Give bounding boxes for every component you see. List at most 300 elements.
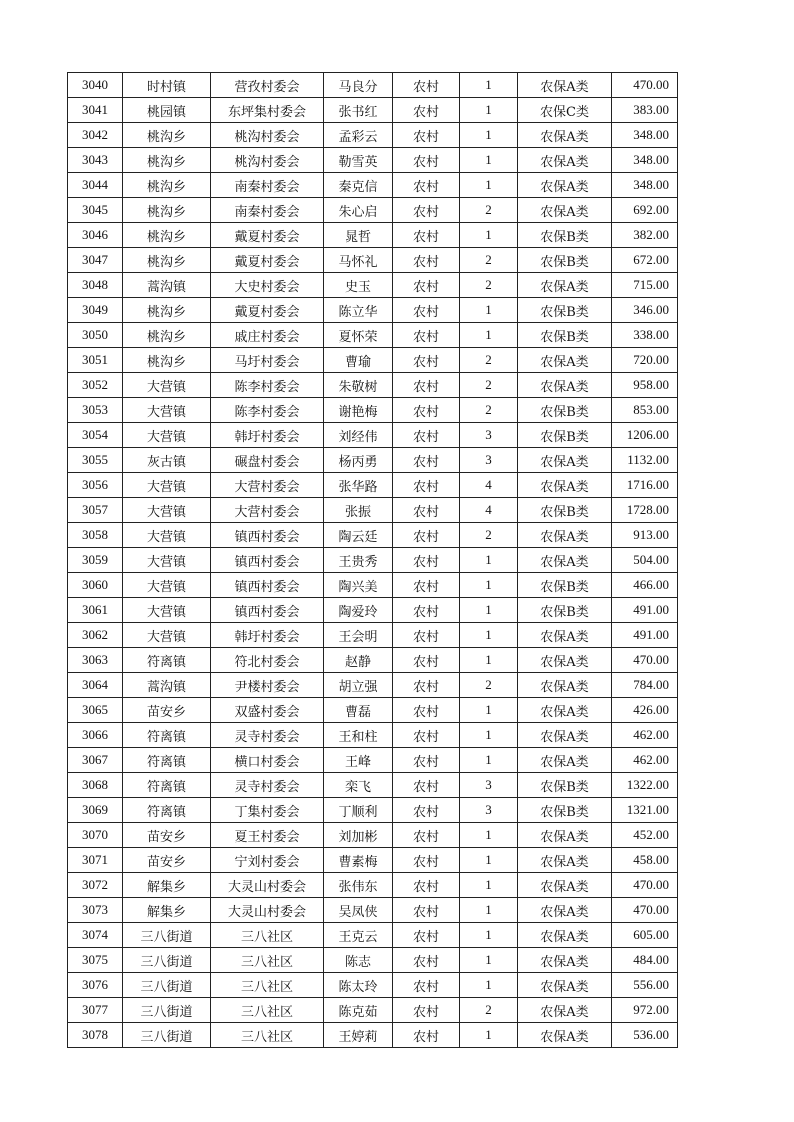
table-row [68,798,678,823]
township-cell: 大营镇 [123,398,211,423]
area-type-cell: 农村 [393,923,460,948]
village-committee-cell: 戴夏村委会 [211,248,324,273]
amount-cell: 504.00 [612,548,678,573]
amount-cell: 1322.00 [612,773,678,798]
insurance-category-cell: 农保A类 [518,873,612,898]
insurance-category-cell: 农保B类 [518,573,612,598]
table-row [68,723,678,748]
person-name-cell: 陈立华 [324,298,393,323]
household-size-cell: 2 [460,373,518,398]
record-number-cell: 3073 [68,898,123,923]
household-size-cell: 1 [460,98,518,123]
township-cell: 三八街道 [123,948,211,973]
village-committee-cell: 灵寺村委会 [211,723,324,748]
area-type-cell: 农村 [393,673,460,698]
township-cell: 时村镇 [123,73,211,98]
person-name-cell: 张伟东 [324,873,393,898]
insurance-category-cell: 农保A类 [518,923,612,948]
amount-cell: 348.00 [612,148,678,173]
village-committee-cell: 夏王村委会 [211,823,324,848]
township-cell: 大营镇 [123,473,211,498]
village-committee-cell: 陈李村委会 [211,373,324,398]
amount-cell: 338.00 [612,323,678,348]
area-type-cell: 农村 [393,748,460,773]
township-cell: 三八街道 [123,998,211,1023]
village-committee-cell: 镇西村委会 [211,548,324,573]
village-committee-cell: 镇西村委会 [211,598,324,623]
insurance-category-cell: 农保B类 [518,598,612,623]
amount-cell: 556.00 [612,973,678,998]
household-size-cell: 3 [460,773,518,798]
person-name-cell: 秦克信 [324,173,393,198]
record-number-cell: 3067 [68,748,123,773]
table-row [68,673,678,698]
person-name-cell: 王会明 [324,623,393,648]
household-size-cell: 1 [460,73,518,98]
household-size-cell: 1 [460,323,518,348]
table-row [68,923,678,948]
table-row [68,623,678,648]
person-name-cell: 丁顺利 [324,798,393,823]
village-committee-cell: 横口村委会 [211,748,324,773]
insurance-category-cell: 农保A类 [518,148,612,173]
township-cell: 苗安乡 [123,823,211,848]
household-size-cell: 4 [460,498,518,523]
person-name-cell: 吴凤侠 [324,898,393,923]
record-number-cell: 3072 [68,873,123,898]
township-cell: 桃沟乡 [123,248,211,273]
township-cell: 桃沟乡 [123,198,211,223]
person-name-cell: 王和柱 [324,723,393,748]
household-size-cell: 1 [460,973,518,998]
record-number-cell: 3059 [68,548,123,573]
amount-cell: 348.00 [612,173,678,198]
village-committee-cell: 南秦村委会 [211,198,324,223]
insurance-category-cell: 农保A类 [518,198,612,223]
person-name-cell: 曹素梅 [324,848,393,873]
record-number-cell: 3050 [68,323,123,348]
township-cell: 桃沟乡 [123,323,211,348]
record-number-cell: 3055 [68,448,123,473]
village-committee-cell: 三八社区 [211,923,324,948]
amount-cell: 470.00 [612,873,678,898]
area-type-cell: 农村 [393,248,460,273]
township-cell: 桃沟乡 [123,223,211,248]
record-number-cell: 3074 [68,923,123,948]
insurance-category-cell: 农保B类 [518,423,612,448]
village-committee-cell: 三八社区 [211,998,324,1023]
person-name-cell: 朱敬树 [324,373,393,398]
township-cell: 解集乡 [123,873,211,898]
township-cell: 桃沟乡 [123,173,211,198]
record-number-cell: 3061 [68,598,123,623]
person-name-cell: 陶兴美 [324,573,393,598]
household-size-cell: 3 [460,423,518,448]
person-name-cell: 曹瑜 [324,348,393,373]
household-size-cell: 1 [460,623,518,648]
insurance-category-cell: 农保A类 [518,823,612,848]
township-cell: 符离镇 [123,723,211,748]
person-name-cell: 孟彩云 [324,123,393,148]
person-name-cell: 王贵秀 [324,548,393,573]
township-cell: 大营镇 [123,573,211,598]
insurance-category-cell: 农保A类 [518,998,612,1023]
village-committee-cell: 镇西村委会 [211,523,324,548]
village-committee-cell: 三八社区 [211,973,324,998]
amount-cell: 470.00 [612,73,678,98]
area-type-cell: 农村 [393,573,460,598]
township-cell: 三八街道 [123,923,211,948]
village-committee-cell: 戴夏村委会 [211,223,324,248]
amount-cell: 382.00 [612,223,678,248]
township-cell: 三八街道 [123,973,211,998]
village-committee-cell: 符北村委会 [211,648,324,673]
person-name-cell: 王克云 [324,923,393,948]
amount-cell: 1716.00 [612,473,678,498]
village-committee-cell: 马圩村委会 [211,348,324,373]
township-cell: 桃沟乡 [123,348,211,373]
amount-cell: 491.00 [612,623,678,648]
household-size-cell: 1 [460,573,518,598]
amount-cell: 1132.00 [612,448,678,473]
record-number-cell: 3056 [68,473,123,498]
person-name-cell: 陶云廷 [324,523,393,548]
village-committee-cell: 陈李村委会 [211,398,324,423]
insurance-category-cell: 农保A类 [518,473,612,498]
amount-cell: 466.00 [612,573,678,598]
person-name-cell: 朱心启 [324,198,393,223]
area-type-cell: 农村 [393,773,460,798]
area-type-cell: 农村 [393,223,460,248]
amount-cell: 972.00 [612,998,678,1023]
amount-cell: 853.00 [612,398,678,423]
record-number-cell: 3060 [68,573,123,598]
household-size-cell: 1 [460,898,518,923]
insurance-category-cell: 农保A类 [518,723,612,748]
person-name-cell: 陈克茹 [324,998,393,1023]
area-type-cell: 农村 [393,423,460,448]
table-row [68,173,678,198]
table-row [68,548,678,573]
records-table [67,72,678,1048]
area-type-cell: 农村 [393,848,460,873]
area-type-cell: 农村 [393,473,460,498]
table-row [68,448,678,473]
area-type-cell: 农村 [393,598,460,623]
area-type-cell: 农村 [393,648,460,673]
record-number-cell: 3053 [68,398,123,423]
insurance-category-cell: 农保B类 [518,398,612,423]
household-size-cell: 1 [460,948,518,973]
insurance-category-cell: 农保A类 [518,348,612,373]
record-number-cell: 3058 [68,523,123,548]
amount-cell: 462.00 [612,748,678,773]
insurance-category-cell: 农保C类 [518,98,612,123]
village-committee-cell: 灵寺村委会 [211,773,324,798]
record-number-cell: 3069 [68,798,123,823]
record-number-cell: 3054 [68,423,123,448]
table-row [68,848,678,873]
area-type-cell: 农村 [393,698,460,723]
table-row [68,473,678,498]
township-cell: 苗安乡 [123,848,211,873]
household-size-cell: 2 [460,523,518,548]
amount-cell: 470.00 [612,648,678,673]
table-row [68,348,678,373]
village-committee-cell: 韩圩村委会 [211,623,324,648]
household-size-cell: 2 [460,398,518,423]
person-name-cell: 赵静 [324,648,393,673]
household-size-cell: 1 [460,823,518,848]
record-number-cell: 3044 [68,173,123,198]
record-number-cell: 3068 [68,773,123,798]
table-row [68,523,678,548]
area-type-cell: 农村 [393,398,460,423]
area-type-cell: 农村 [393,973,460,998]
person-name-cell: 张振 [324,498,393,523]
household-size-cell: 1 [460,648,518,673]
record-number-cell: 3078 [68,1023,123,1048]
table-row [68,598,678,623]
township-cell: 灰古镇 [123,448,211,473]
township-cell: 桃沟乡 [123,148,211,173]
record-number-cell: 3066 [68,723,123,748]
amount-cell: 672.00 [612,248,678,273]
village-committee-cell: 韩圩村委会 [211,423,324,448]
household-size-cell: 1 [460,748,518,773]
township-cell: 蒿沟镇 [123,273,211,298]
amount-cell: 913.00 [612,523,678,548]
area-type-cell: 农村 [393,173,460,198]
table-row [68,273,678,298]
record-number-cell: 3043 [68,148,123,173]
village-committee-cell: 镇西村委会 [211,573,324,598]
area-type-cell: 农村 [393,148,460,173]
area-type-cell: 农村 [393,898,460,923]
township-cell: 桃沟乡 [123,298,211,323]
record-number-cell: 3048 [68,273,123,298]
township-cell: 苗安乡 [123,698,211,723]
household-size-cell: 1 [460,123,518,148]
area-type-cell: 农村 [393,123,460,148]
table-row [68,748,678,773]
record-number-cell: 3064 [68,673,123,698]
insurance-category-cell: 农保A类 [518,973,612,998]
insurance-category-cell: 农保B类 [518,248,612,273]
village-committee-cell: 大史村委会 [211,273,324,298]
township-cell: 蒿沟镇 [123,673,211,698]
area-type-cell: 农村 [393,948,460,973]
amount-cell: 470.00 [612,898,678,923]
amount-cell: 1321.00 [612,798,678,823]
household-size-cell: 4 [460,473,518,498]
household-size-cell: 2 [460,998,518,1023]
household-size-cell: 1 [460,148,518,173]
insurance-category-cell: 农保B类 [518,323,612,348]
area-type-cell: 农村 [393,198,460,223]
insurance-category-cell: 农保A类 [518,623,612,648]
table-row [68,998,678,1023]
household-size-cell: 1 [460,698,518,723]
village-committee-cell: 双盛村委会 [211,698,324,723]
area-type-cell: 农村 [393,1023,460,1048]
area-type-cell: 农村 [393,873,460,898]
table-row [68,148,678,173]
household-size-cell: 1 [460,923,518,948]
record-number-cell: 3063 [68,648,123,673]
record-number-cell: 3077 [68,998,123,1023]
insurance-category-cell: 农保B类 [518,498,612,523]
village-committee-cell: 东坪集村委会 [211,98,324,123]
record-number-cell: 3041 [68,98,123,123]
village-committee-cell: 三八社区 [211,1023,324,1048]
village-committee-cell: 营孜村委会 [211,73,324,98]
person-name-cell: 陈太玲 [324,973,393,998]
insurance-category-cell: 农保A类 [518,273,612,298]
table-row [68,973,678,998]
person-name-cell: 陶爱玲 [324,598,393,623]
insurance-category-cell: 农保B类 [518,298,612,323]
person-name-cell: 栾飞 [324,773,393,798]
township-cell: 大营镇 [123,548,211,573]
township-cell: 大营镇 [123,598,211,623]
insurance-category-cell: 农保A类 [518,523,612,548]
record-number-cell: 3052 [68,373,123,398]
area-type-cell: 农村 [393,298,460,323]
person-name-cell: 曹磊 [324,698,393,723]
person-name-cell: 杨丙勇 [324,448,393,473]
area-type-cell: 农村 [393,323,460,348]
amount-cell: 484.00 [612,948,678,973]
table-row [68,323,678,348]
insurance-category-cell: 农保A类 [518,748,612,773]
record-number-cell: 3076 [68,973,123,998]
township-cell: 符离镇 [123,773,211,798]
area-type-cell: 农村 [393,723,460,748]
insurance-category-cell: 农保A类 [518,173,612,198]
village-committee-cell: 戴夏村委会 [211,298,324,323]
insurance-category-cell: 农保A类 [518,373,612,398]
amount-cell: 605.00 [612,923,678,948]
table-row [68,898,678,923]
area-type-cell: 农村 [393,448,460,473]
table-row [68,873,678,898]
insurance-category-cell: 农保B类 [518,223,612,248]
person-name-cell: 刘经伟 [324,423,393,448]
amount-cell: 536.00 [612,1023,678,1048]
township-cell: 解集乡 [123,898,211,923]
area-type-cell: 农村 [393,498,460,523]
insurance-category-cell: 农保A类 [518,548,612,573]
village-committee-cell: 三八社区 [211,948,324,973]
record-number-cell: 3070 [68,823,123,848]
village-committee-cell: 桃沟村委会 [211,148,324,173]
table-row [68,948,678,973]
household-size-cell: 2 [460,198,518,223]
table-row [68,298,678,323]
household-size-cell: 3 [460,448,518,473]
person-name-cell: 张书红 [324,98,393,123]
area-type-cell: 农村 [393,798,460,823]
area-type-cell: 农村 [393,823,460,848]
area-type-cell: 农村 [393,998,460,1023]
village-committee-cell: 戚庄村委会 [211,323,324,348]
insurance-category-cell: 农保A类 [518,848,612,873]
record-number-cell: 3040 [68,73,123,98]
area-type-cell: 农村 [393,548,460,573]
insurance-category-cell: 农保A类 [518,898,612,923]
amount-cell: 958.00 [612,373,678,398]
area-type-cell: 农村 [393,273,460,298]
township-cell: 桃园镇 [123,98,211,123]
amount-cell: 426.00 [612,698,678,723]
record-number-cell: 3051 [68,348,123,373]
table-row [68,423,678,448]
table-row [68,573,678,598]
person-name-cell: 勒雪英 [324,148,393,173]
record-number-cell: 3057 [68,498,123,523]
amount-cell: 715.00 [612,273,678,298]
table-row [68,1023,678,1048]
person-name-cell: 刘加彬 [324,823,393,848]
record-number-cell: 3045 [68,198,123,223]
amount-cell: 348.00 [612,123,678,148]
area-type-cell: 农村 [393,523,460,548]
village-committee-cell: 大营村委会 [211,498,324,523]
amount-cell: 383.00 [612,98,678,123]
table-row [68,248,678,273]
person-name-cell: 陈志 [324,948,393,973]
insurance-category-cell: 农保B类 [518,798,612,823]
household-size-cell: 1 [460,548,518,573]
household-size-cell: 1 [460,298,518,323]
person-name-cell: 谢艳梅 [324,398,393,423]
area-type-cell: 农村 [393,623,460,648]
village-committee-cell: 大营村委会 [211,473,324,498]
record-number-cell: 3046 [68,223,123,248]
township-cell: 符离镇 [123,748,211,773]
amount-cell: 720.00 [612,348,678,373]
person-name-cell: 晁哲 [324,223,393,248]
household-size-cell: 1 [460,873,518,898]
household-size-cell: 1 [460,848,518,873]
household-size-cell: 2 [460,273,518,298]
table-row [68,73,678,98]
person-name-cell: 史玉 [324,273,393,298]
record-number-cell: 3075 [68,948,123,973]
table-row [68,123,678,148]
person-name-cell: 夏怀荣 [324,323,393,348]
table-body [68,73,678,1048]
village-committee-cell: 大灵山村委会 [211,898,324,923]
table-row [68,198,678,223]
insurance-category-cell: 农保B类 [518,773,612,798]
township-cell: 大营镇 [123,523,211,548]
household-size-cell: 1 [460,173,518,198]
insurance-category-cell: 农保A类 [518,73,612,98]
village-committee-cell: 尹楼村委会 [211,673,324,698]
township-cell: 符离镇 [123,798,211,823]
village-committee-cell: 南秦村委会 [211,173,324,198]
household-size-cell: 1 [460,1023,518,1048]
township-cell: 大营镇 [123,623,211,648]
household-size-cell: 2 [460,673,518,698]
area-type-cell: 农村 [393,348,460,373]
household-size-cell: 2 [460,348,518,373]
record-number-cell: 3062 [68,623,123,648]
township-cell: 大营镇 [123,498,211,523]
household-size-cell: 1 [460,723,518,748]
